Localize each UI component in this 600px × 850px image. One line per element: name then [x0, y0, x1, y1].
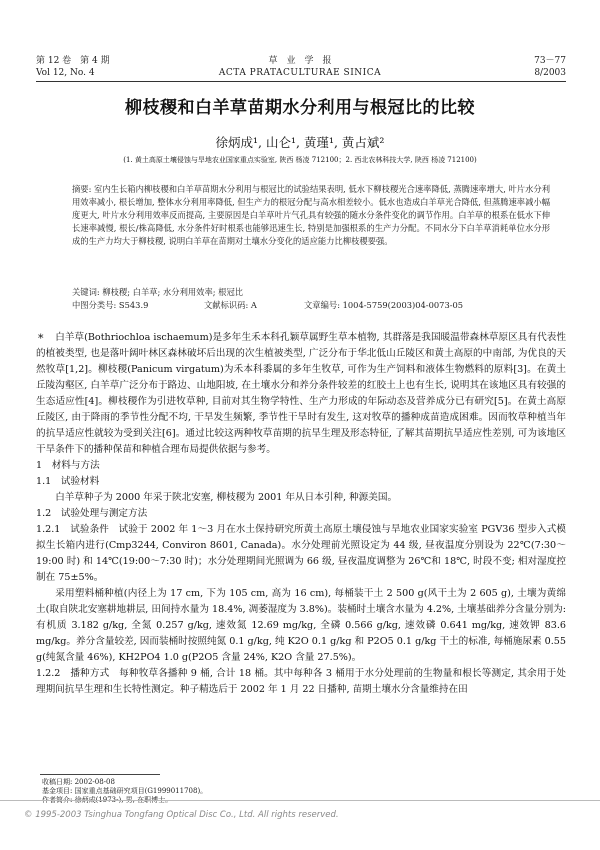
soil-paragraph: 采用塑料桶种植(内径上为 17 cm, 下为 105 cm, 高为 16 cm), 每桶装干土 2 500 g(风干土为 2 605 g), 土壤为黄绵土(取自陕北安塞耕地耕层, 田间持水量为 18.4%, 凋萎湿度为 3.8%)。装桶时土壤含水量为 4.2%, 土壤基础养分含量分别为: 有机质 3.182 g/kg, 全氮 0.257 g/kg, 速效氮 12.69 mg/kg, 全磷 0.566 g/kg, 速效磷 0.641 mg/kg, 速效钾 83.6 mg/kg。养分含量较差, 因而装桶时按照纯氮 0.1 g/kg, 纯 K2O 0.1 g/kg 和 P2O5 0.1 g/kg 干土的标准, 每桶施尿素 0.55 g(纯氮含量 46%), KH2PO4 1.0 g(P2O5 含量 24%, K2O 含量 27.5%)。 [36, 588, 566, 663]
document-code: 文献标识码: A [204, 300, 257, 310]
header-journal-en: ACTA PRATACULTURAE SINICA [218, 68, 382, 78]
copyright-notice: © 1995-2003 Tsinghua Tongfang Optical Disc Co., Ltd. All rights reserved. [24, 810, 339, 820]
footnote-author: 作者简介: 徐炳成(1973-), 男, 在职博士。 [42, 796, 173, 804]
body-text [36, 330, 566, 698]
header-volume-cn: 第 12 卷 第 4 期 [36, 56, 110, 66]
paper-authors: 徐炳成¹, 山仑¹, 黄瑾¹, 黄占斌² [215, 135, 385, 150]
footer-rule [0, 800, 600, 801]
paper-title: 柳枝稷和白羊草苗期水分利用与根冠比的比较 [125, 98, 475, 118]
section-heading-1-1: 1.1 试验材料 [36, 476, 100, 487]
header-date: 8/2003 [534, 68, 566, 78]
sowing-paragraph: 1.2.2 播种方式 每种牧草各播种 9 桶, 合计 18 桶。其中每种各 3 桶用于水分处理前的生物量和根长等测定, 其余用于处理期间抗旱生理和生长特性测定。种子精选后于 2002 年 1 月 22 日播种, 苗期土壤水分含量维持在田 [36, 668, 566, 695]
footnote-received: 收稿日期: 2002-08-08 [42, 778, 115, 786]
header-pages: 73－77 [534, 56, 566, 66]
abstract-text: 摘要: 室内生长箱内柳枝稷和白羊草苗期水分利用与根冠比的试验结果表明, 低水下柳枝稷光合速率降低, 蒸腾速率增大, 叶片水分利用效率减小, 根长增加, 整体水分利用率降低, 但生产力的根冠分配与高水相差较小。低水也造成白羊草光合降低, 但蒸腾速率减小幅度更大, 叶片水分利用效率反而提高, 主要原因是白羊草叶片气孔具有较强的随水分条件变化的调节作用。白羊草的根系在低水下伸长速率减慢, 根长/株高降低, 水分条件好时根系也能够迅速生长, 特别是加强根系的生产力分配。不同水分下白羊草消耗单位水分形成的生产力均大于柳枝稷, 说明白羊草在苗期对土壤水分变化的适应能力比柳枝稷要强。 [72, 184, 550, 246]
header-journal-cn: 草 业 学 报 [268, 56, 332, 66]
intro-paragraph: 白羊草(Bothriochloa ischaemum)是多年生禾本科孔颖草属野生草本植物, 其群落是我国暖温带森林草原区具有代表性的植被类型, 也是落叶阔叶林区森林破坏后出现的次生植被类型, 广泛分布于华北低山丘陵区和黄土高原的中南部, 为优良的天然牧草[1,2]。柳枝稷(Panicum virgatum)为禾本科黍属的多年生牧草, 可作为生产饲料和液体生物燃料的原料[3]。在黄土丘陵沟壑区, 白羊草广泛分布于路边、山地阳坡, 在土壤水分和养分条件较差的红胶土上也有生长, 说明其在该地区具有较强的生态适应性[4]。柳枝稷作为引进牧草种, 目前对其生物学特性、生产力形成的年际动态及营养成分已有研究[5]。在黄土高原丘陵区, 由于降雨的季节性分配不均, 干旱发生频繁, 季节性干旱时有发生, 这对牧草的播种成苗造成困难。因而牧草种植当年的抗旱适应性就较为受到关注[6]。通过比较这两种牧草苗期的抗旱生理及形态特征, 了解其苗期抗旱适应性差别, 可为该地区干旱条件下的播种保苗和种植合理布局提供依据与参考。 [36, 332, 566, 455]
conditions-paragraph: 1.2.1 试验条件 试验于 2002 年 1～3 月在水土保持研究所黄土高原土壤侵蚀与旱地农业国家实验室 PGV36 型步入式模拟生长箱内进行(Cmp3244, Conviron 8601, Canada)。水分处理前光照设定为 44 级, 昼夜温度分别设为 22℃(7:30～19:00 时) 和 14℃(19:00～7:30 时)；水分处理期间光照调为 66 级, 昼夜温度调整为 26℃和 18℃, 时段不变; 相对湿度控制在 75±5%。 [36, 524, 566, 583]
classification-line [72, 299, 550, 312]
header-volume-en: Vol 12, No. 4 [36, 68, 95, 78]
abstract-block [72, 183, 550, 248]
section-heading-1-2: 1.2 试验处理与测定方法 [36, 508, 148, 519]
footnote-rule [40, 774, 160, 775]
paper-affiliation: (1. 黄土高原土壤侵蚀与旱地农业国家重点实验室, 陕西 杨凌 712100；2. 西北农林科技大学, 陕西 杨凌 712100) [123, 156, 477, 164]
materials-paragraph: 白羊草种子为 2000 年采于陕北安塞, 柳枝稷为 2001 年从日本引种, 种源美国。 [55, 492, 398, 503]
header-rule [36, 81, 566, 82]
clc-number: 中图分类号: S543.9 [72, 300, 149, 310]
footnote-marker: * [38, 332, 44, 345]
keywords: 关键词: 柳枝稷; 白羊草; 水分利用效率; 根冠比 [72, 287, 244, 297]
section-heading-1: 1 材料与方法 [36, 460, 100, 471]
footnote-fund: 基金项目: 国家重点基础研究项目(G1999011708)。 [42, 787, 208, 795]
article-number: 文章编号: 1004-5759(2003)04-0073-05 [304, 300, 464, 310]
